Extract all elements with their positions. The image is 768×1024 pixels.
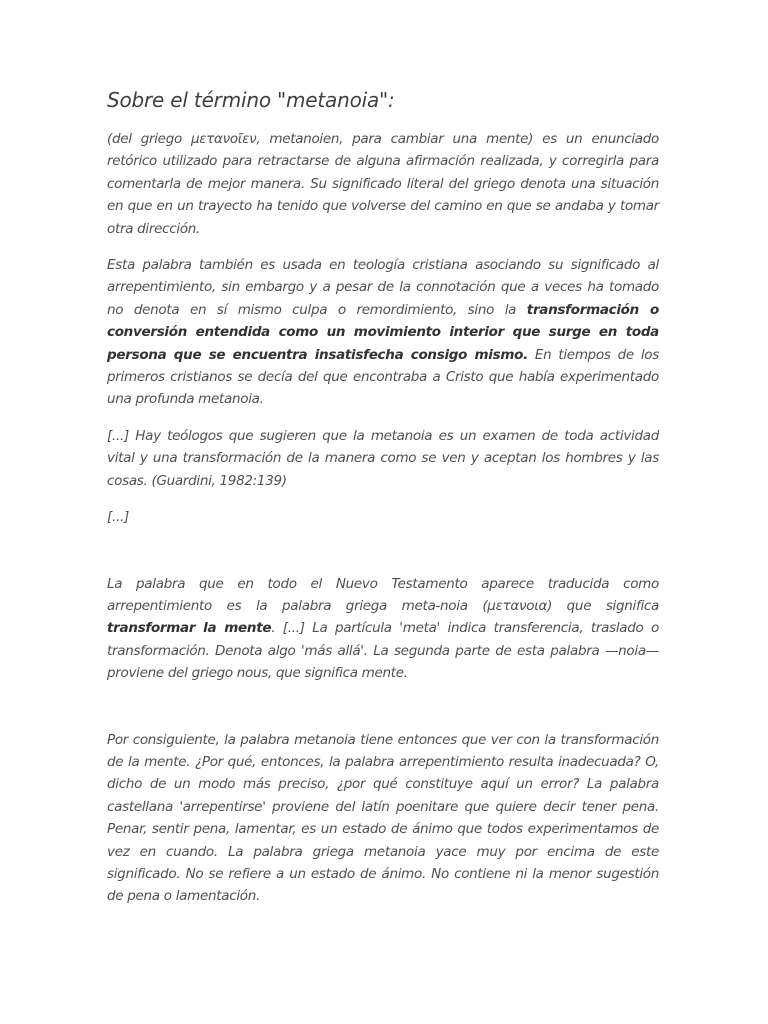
paragraph-meta-noia-bold: transformar la mente: [107, 620, 272, 637]
paragraph-theology-bold: transformación o conversión entendida como un movimiento interior que surge en toda persona que se encuentra insatisfecha consigo mismo.: [107, 301, 659, 363]
paragraph-definition: (del griego μετανοῖεν, metanoien, para cambiar una mente) es un enunciado retórico utilizado para retractarse de alguna afirmación realizada, y corregirla para comentarla de mejor manera. Su significado literal del griego denota una situación en que en un trayecto ha tenido que volverse del camino en que se andaba y tomar otra dirección.: [107, 131, 659, 237]
paragraph-conclusion: Por consiguiente, la palabra metanoia tiene entonces que ver con la transformación de la mente. ¿Por qué, entonces, la palabra arrepentimiento resulta inadecuada? O, dicho de un modo más preciso, ¿por qué constituye aquí un error? La palabra castellana 'arrepentirse' proviene del latín poenitare que quiere decir tener pena. Penar, sentir pena, lamentar, es un estado de ánimo que todos experimentamos de vez en cuando. La palabra griega metanoia yace muy por encima de este significado. No se refiere a un estado de ánimo. No contiene ni la menor sugestión de pena o lamentación.: [107, 731, 659, 905]
paragraph-meta-noia-text-end: . [...] La partícula 'meta' indica transferencia, traslado o transformación. Denota algo 'más allá'. La segunda parte de esta palabra —noia— proviene del griego nous, que significa mente.: [107, 620, 659, 682]
paragraph-theology: [107, 254, 659, 411]
paragraph-meta-noia-text-start: La palabra que en todo el Nuevo Testamento aparece traducida como arrepentimiento es la palabra griega meta-noia (μετανοια) que significa: [107, 575, 659, 614]
paragraph-theologians: [...] Hay teólogos que sugieren que la metanoia es un examen de toda actividad vital y una transformación de la manera como se ven y aceptan los hombres y las cosas. (Guardini, 1982:139): [107, 427, 659, 489]
document-title: Sobre el término "metanoia":: [107, 88, 395, 112]
paragraph-ellipsis: [...]: [107, 509, 129, 526]
paragraph-meta-noia: [107, 573, 659, 685]
paragraph-theology-text-start: Esta palabra también es usada en teología cristiana asociando su significado al arrepentimiento, sin embargo y a pesar de la connotación que a veces ha tomado no denota en sí mismo culpa o remordimiento, sino la: [107, 257, 659, 318]
document-page: [107, 88, 659, 922]
paragraph-theology-text-end: En tiempos de los primeros cristianos se decía del que encontraba a Cristo que había experimentado una profunda metanoia.: [107, 346, 659, 408]
